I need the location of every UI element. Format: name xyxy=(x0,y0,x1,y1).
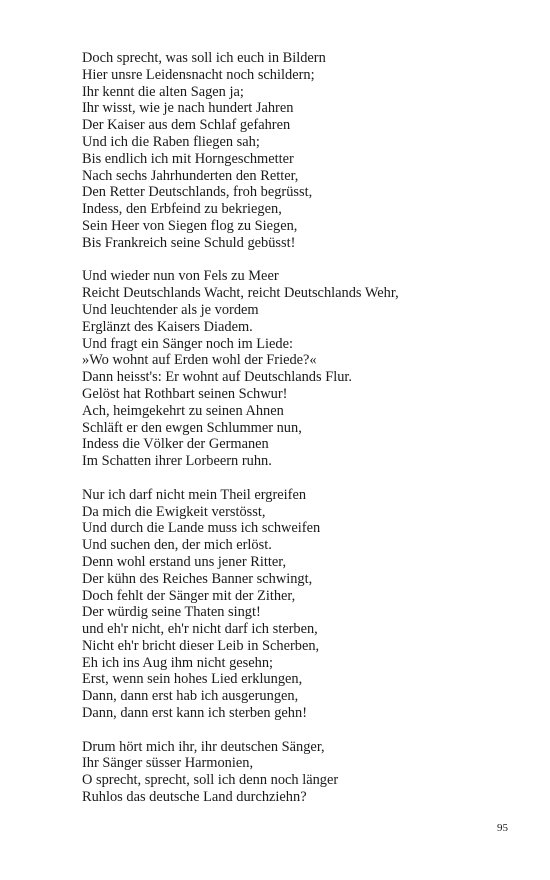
stanza-4 xyxy=(82,739,522,806)
poem-line: Nur ich darf nicht mein Theil ergreifen xyxy=(82,486,307,503)
poem-line: Der kühn des Reiches Banner schwingt, xyxy=(82,570,313,587)
poem-line: »Wo wohnt auf Erden wohl der Friede?« xyxy=(82,352,317,369)
poem-line: Sein Heer von Siegen flog zu Siegen, xyxy=(82,217,298,234)
poem-line: Indess die Völker der Germanen xyxy=(82,436,269,453)
poem-line: Ruhlos das deutsche Land durchziehn? xyxy=(82,789,307,806)
poem-line: Drum hört mich ihr, ihr deutschen Sänger, xyxy=(82,738,325,755)
poem-line: Denn wohl erstand uns jener Ritter, xyxy=(82,553,287,570)
poem-line: Und leuchtender als je vordem xyxy=(82,301,259,318)
poem-line: Doch fehlt der Sänger mit der Zither, xyxy=(82,587,296,604)
poem-text xyxy=(82,50,522,823)
poem-line: Da mich die Ewigkeit verstösst, xyxy=(82,503,266,520)
poem-line: Ihr kennt die alten Sagen ja; xyxy=(82,83,244,100)
poem-line: Ach, heimgekehrt zu seinen Ahnen xyxy=(82,402,284,419)
poem-line: Bis endlich ich mit Horngeschmetter xyxy=(82,150,294,167)
poem-line: Im Schatten ihrer Lorbeern ruhn. xyxy=(82,453,272,470)
poem-line: Nicht eh'r bricht dieser Leib in Scherben, xyxy=(82,637,320,654)
poem-line: Und durch die Lande muss ich schweifen xyxy=(82,520,321,537)
poem-line: Ihr Sänger süsser Harmonien, xyxy=(82,755,254,772)
poem-line: Der würdig seine Thaten singt! xyxy=(82,604,261,621)
poem-line: Dann, dann erst kann ich sterben gehn! xyxy=(82,705,307,722)
poem-line: Den Retter Deutschlands, froh begrüsst, xyxy=(82,184,313,201)
poem-line: Und suchen den, der mich erlöst. xyxy=(82,537,272,554)
stanza-3 xyxy=(82,487,522,722)
poem-line: Und wieder nun von Fels zu Meer xyxy=(82,268,279,285)
poem-line: Erglänzt des Kaisers Diadem. xyxy=(82,318,253,335)
poem-line: Nach sechs Jahrhunderten den Retter, xyxy=(82,167,299,184)
poem-line: Bis Frankreich seine Schuld gebüsst! xyxy=(82,234,296,251)
page-number: 95 xyxy=(497,822,508,834)
poem-line: Der Kaiser aus dem Schlaf gefahren xyxy=(82,117,291,134)
poem-line: Gelöst hat Rothbart seinen Schwur! xyxy=(82,385,288,402)
poem-line: O sprecht, sprecht, soll ich denn noch länger xyxy=(82,772,339,789)
poem-line: Ihr wisst, wie je nach hundert Jahren xyxy=(82,100,294,117)
stanza-1 xyxy=(82,50,522,252)
poem-line: Dann heisst's: Er wohnt auf Deutschlands Flur. xyxy=(82,369,352,386)
poem-line: Dann, dann erst hab ich ausgerungen, xyxy=(82,688,299,705)
poem-line: Schläft er den ewgen Schlummer nun, xyxy=(82,419,302,436)
poem-line: Doch sprecht, was soll ich euch in Bildern xyxy=(82,50,326,66)
poem-line: Indess, den Erbfeind zu bekriegen, xyxy=(82,201,282,218)
poem-line: und eh'r nicht, eh'r nicht darf ich sterben, xyxy=(82,621,318,638)
poem-line: Erst, wenn sein hohes Lied erklungen, xyxy=(82,671,303,688)
poem-line: Und fragt ein Sänger noch im Liede: xyxy=(82,335,293,352)
poem-line: Und ich die Raben fliegen sah; xyxy=(82,133,260,150)
poem-line: Hier unsre Leidensnacht noch schildern; xyxy=(82,66,315,83)
stanza-2 xyxy=(82,268,522,470)
poem-line: Eh ich ins Aug ihm nicht gesehn; xyxy=(82,654,274,671)
poem-line: Reicht Deutschlands Wacht, reicht Deutschlands Wehr, xyxy=(82,285,399,302)
